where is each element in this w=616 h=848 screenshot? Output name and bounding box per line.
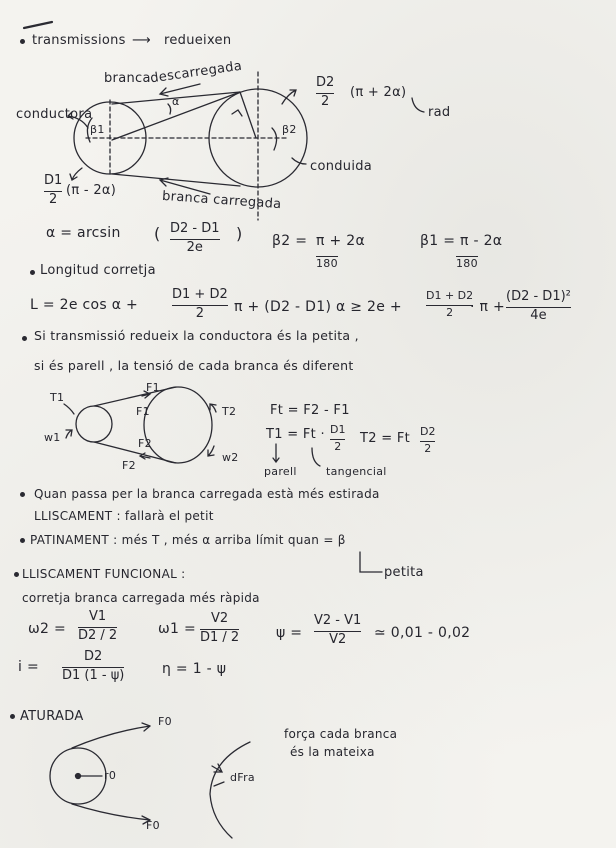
label-beta1: β1 xyxy=(90,123,105,136)
length-num-1: D1 + D2 xyxy=(172,287,228,302)
t2-num: D2 xyxy=(420,425,436,438)
parell-arrow xyxy=(273,444,279,462)
i-lhs: i = xyxy=(18,659,39,675)
beta1-lhs: β1 = xyxy=(420,233,456,249)
label-conductora: conductora xyxy=(16,107,93,122)
w2-den: D2 / 2 xyxy=(78,627,118,643)
psi-fraction xyxy=(314,614,361,648)
length-num-3: (D2 - D1)² xyxy=(506,289,571,304)
bullet xyxy=(20,39,25,44)
header-arrow: ⟶ xyxy=(132,33,151,48)
note-quan-passa: Quan passa per la branca carregada està més estirada xyxy=(34,487,380,501)
length-den-3: 4e xyxy=(530,307,547,323)
beta2-lhs: β2 = xyxy=(272,233,308,249)
label-f0-top: F0 xyxy=(158,715,172,728)
label-w2: w2 xyxy=(222,451,239,464)
label-f1-mid: F1 xyxy=(136,405,150,418)
length-frac-1 xyxy=(172,288,228,322)
pen-mark xyxy=(24,22,52,28)
note-corretja: corretja branca carregada més ràpida xyxy=(22,591,260,605)
conduida-arrow xyxy=(292,158,306,164)
upper-belt-2 xyxy=(94,387,176,406)
right-angle-mark xyxy=(232,110,242,116)
d1-tail: (π - 2α) xyxy=(66,183,117,198)
paren-open: ( xyxy=(154,224,161,243)
length-mid-2: · π + xyxy=(470,299,506,315)
alpha-arc xyxy=(168,104,171,114)
d1-num: D1 xyxy=(44,173,63,188)
label-f1-top: F1 xyxy=(146,381,160,394)
d2-tail: (π + 2α) xyxy=(350,85,407,100)
si-line-2: si és parell , la tensió de cada branca és diferent xyxy=(34,358,354,373)
petita-hook xyxy=(360,552,382,572)
large-pulley-2 xyxy=(144,387,212,463)
w2-fraction xyxy=(78,610,117,644)
t2-fraction xyxy=(420,426,435,455)
d2-num: D2 xyxy=(316,75,335,90)
label-tangencial: tangencial xyxy=(326,465,387,478)
descarregada-arrow xyxy=(160,84,200,96)
tangencial-arrow xyxy=(312,448,320,466)
t2-arrow xyxy=(210,404,216,412)
beta1-sub: 180 xyxy=(456,257,478,270)
bullet xyxy=(14,572,19,577)
t1-fraction xyxy=(330,424,345,453)
ft-formula: Ft = F2 - F1 xyxy=(270,403,350,418)
i-den: D1 (1 - ψ) xyxy=(62,667,125,683)
note-petita: petita xyxy=(384,565,424,580)
d2-den: 2 xyxy=(321,93,330,109)
aturada-note-1: força cada branca xyxy=(284,727,398,741)
length-num-2: D1 + D2 xyxy=(426,289,474,302)
w1-fraction xyxy=(200,612,239,646)
i-fraction xyxy=(62,650,124,684)
eta-formula: η = 1 - ψ xyxy=(162,661,227,677)
aturada-note-2: és la mateixa xyxy=(290,745,375,759)
label-rad: rad xyxy=(428,105,451,120)
label-descarregada: descarregada xyxy=(149,58,243,87)
dfra-arrow-2 xyxy=(214,782,224,786)
t1-lhs: T1 = Ft · xyxy=(266,427,325,442)
note-patinament: PATINAMENT : més T , més α arriba límit quan = β xyxy=(30,533,346,547)
label-f2-bot: F2 xyxy=(122,459,136,472)
rad-arrow xyxy=(412,98,424,112)
si-line-1: Si transmissió redueix la conductora és la petita , xyxy=(34,328,359,343)
label-conduida: conduida xyxy=(310,159,373,174)
label-r0: r0 xyxy=(104,769,117,782)
alpha-lhs: α = arcsin xyxy=(46,225,121,241)
psi-rhs: ≃ 0,01 - 0,02 xyxy=(374,625,471,641)
bullet xyxy=(10,714,15,719)
paren-close: ) xyxy=(236,224,243,243)
alpha-den: 2e xyxy=(186,239,203,255)
label-f2-mid: F2 xyxy=(138,437,152,450)
beta2-rhs: π + 2α xyxy=(316,233,365,249)
psi-num: V2 - V1 xyxy=(314,613,362,628)
bullet xyxy=(20,538,25,543)
bullet xyxy=(20,492,25,497)
aturada-upper-belt xyxy=(72,726,150,748)
length-den-2: 2 xyxy=(446,305,454,319)
alpha-fraction xyxy=(170,222,220,256)
label-parell: parell xyxy=(264,465,297,478)
aturada-label: ATURADA xyxy=(20,709,84,724)
belt-element-curve xyxy=(210,742,250,838)
w2-lhs: ω2 = xyxy=(28,621,67,637)
beta2-arc xyxy=(272,128,277,150)
beta1-rhs: π - 2α xyxy=(460,233,503,249)
length-lhs: L = 2e cos α + xyxy=(30,297,139,313)
label-branca-carregada: branca carregada xyxy=(161,188,282,213)
label-t1: T1 xyxy=(50,391,65,404)
t1-num: D1 xyxy=(330,423,346,436)
length-mid: π + (D2 - D1) α ≥ 2e + xyxy=(234,299,402,315)
t2-lhs: T2 = Ft xyxy=(360,431,411,446)
t1-den: 2 xyxy=(334,439,342,453)
note-lliscament: LLISCAMENT : fallarà el petit xyxy=(34,509,214,523)
radius-line xyxy=(240,92,256,138)
w1-arrow xyxy=(66,430,72,438)
d1-den: 2 xyxy=(49,191,58,207)
note-lliscament-funcional: LLISCAMENT FUNCIONAL : xyxy=(22,567,186,581)
psi-lhs: ψ = xyxy=(276,625,303,641)
beta2-sub: 180 xyxy=(316,257,338,270)
d1-half-fraction xyxy=(44,174,62,208)
label-w1: w1 xyxy=(44,431,61,444)
length-den-1: 2 xyxy=(195,305,204,321)
t2-den: 2 xyxy=(424,441,432,455)
small-pulley-2 xyxy=(76,406,112,442)
w2-arrow xyxy=(208,446,214,456)
header-rest: redueixen xyxy=(164,33,232,48)
i-num: D2 xyxy=(84,649,103,664)
d1-arrow xyxy=(70,168,82,180)
w1-num: V2 xyxy=(211,611,229,626)
w2-num: V1 xyxy=(89,609,107,624)
w1-den: D1 / 2 xyxy=(200,629,240,645)
label-f0-bottom: F0 xyxy=(146,819,160,832)
aturada-lower-belt xyxy=(72,804,150,820)
label-alpha-mark: α xyxy=(172,95,180,108)
label-t2: T2 xyxy=(222,405,237,418)
longitud-label: Longitud corretja xyxy=(40,263,156,278)
length-frac-3 xyxy=(506,290,571,324)
psi-den: V2 xyxy=(329,631,347,647)
label-beta2: β2 xyxy=(282,123,297,136)
label-branca-top: branca xyxy=(104,71,151,86)
alpha-num: D2 - D1 xyxy=(170,221,220,236)
w1-lhs: ω1 = xyxy=(158,621,197,637)
d2-half-fraction xyxy=(316,76,334,110)
bullet xyxy=(22,336,27,341)
length-frac-2 xyxy=(426,290,473,319)
bullet xyxy=(30,270,35,275)
t1-arrow xyxy=(64,404,74,414)
label-dfra: dFra xyxy=(230,771,255,784)
header-title: transmissions xyxy=(32,33,126,48)
